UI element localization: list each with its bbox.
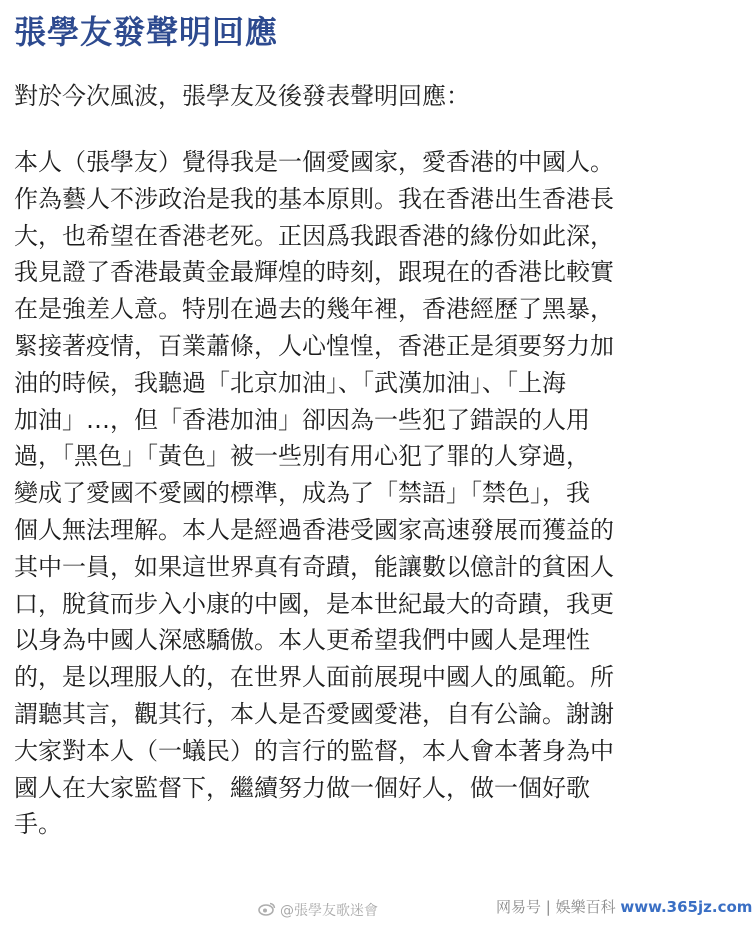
- statement-line: 緊接著疫情，百業蕭條，人心惶惶，香港正是須要努力加: [14, 331, 614, 360]
- statement-line: 本人（張學友）覺得我是一個愛國家，愛香港的中國人。: [14, 148, 614, 176]
- statement-line: 國人在大家監督下，繼續努力做一個好人，做一個好歌: [14, 773, 590, 802]
- site-watermark-url: www.365jz.com: [620, 898, 752, 916]
- statement-line: 其中一員，如果這世界真有奇蹟，能讓數以億計的貧困人: [14, 552, 614, 581]
- statement-line: 個人無法理解。本人是經過香港受國家高速發展而獲益的: [14, 515, 614, 544]
- statement-line: 油的時候，我聽過「北京加油」、「武漢加油」、「上海: [14, 368, 566, 397]
- weibo-handle: @張學友歌迷會: [280, 903, 378, 919]
- weibo-watermark: [258, 900, 378, 920]
- statement-line: 過，「黑色」「黃色」被一些別有用心犯了罪的人穿過，: [14, 442, 590, 471]
- statement-line: 以身為中國人深感驕傲。本人更希望我們中國人是理性: [14, 626, 590, 655]
- statement-line: 大，也希望在香港老死。正因爲我跟香港的緣份如此深，: [14, 221, 614, 250]
- site-watermark: [496, 896, 752, 917]
- site-watermark-prefix: 网易号 | 娛樂百科: [496, 898, 616, 916]
- statement-line: 的，是以理服人的，在世界人面前展現中國人的風範。所: [14, 663, 614, 692]
- statement-line: 我見證了香港最黃金最輝煌的時刻，跟現在的香港比較實: [14, 258, 614, 287]
- statement-line: 加油」…，但「香港加油」卻因為一些犯了錯誤的人用: [14, 405, 590, 434]
- weibo-eye-icon: [258, 902, 276, 920]
- statement-body: [14, 144, 646, 843]
- statement-line: 作為藝人不涉政治是我的基本原則。我在香港出生香港長: [14, 184, 614, 213]
- statement-line: 變成了愛國不愛國的標準，成為了「禁語」「禁色」，我: [14, 479, 590, 508]
- page-title: 張學友發聲明回應: [14, 13, 279, 51]
- statement-line: 在是強差人意。特別在過去的幾年裡，香港經歷了黑暴，: [14, 295, 614, 324]
- statement-line: 手。: [14, 810, 62, 839]
- statement-line: 謂聽其言，觀其行，本人是否愛國愛港，自有公論。謝謝: [14, 699, 614, 728]
- intro-text: 對於今次風波，張學友及後發表聲明回應：: [14, 82, 470, 110]
- statement-line: 口，脫貧而步入小康的中國，是本世紀最大的奇蹟，我更: [14, 589, 614, 618]
- statement-line: 大家對本人（一蟻民）的言行的監督，本人會本著身為中: [14, 736, 614, 765]
